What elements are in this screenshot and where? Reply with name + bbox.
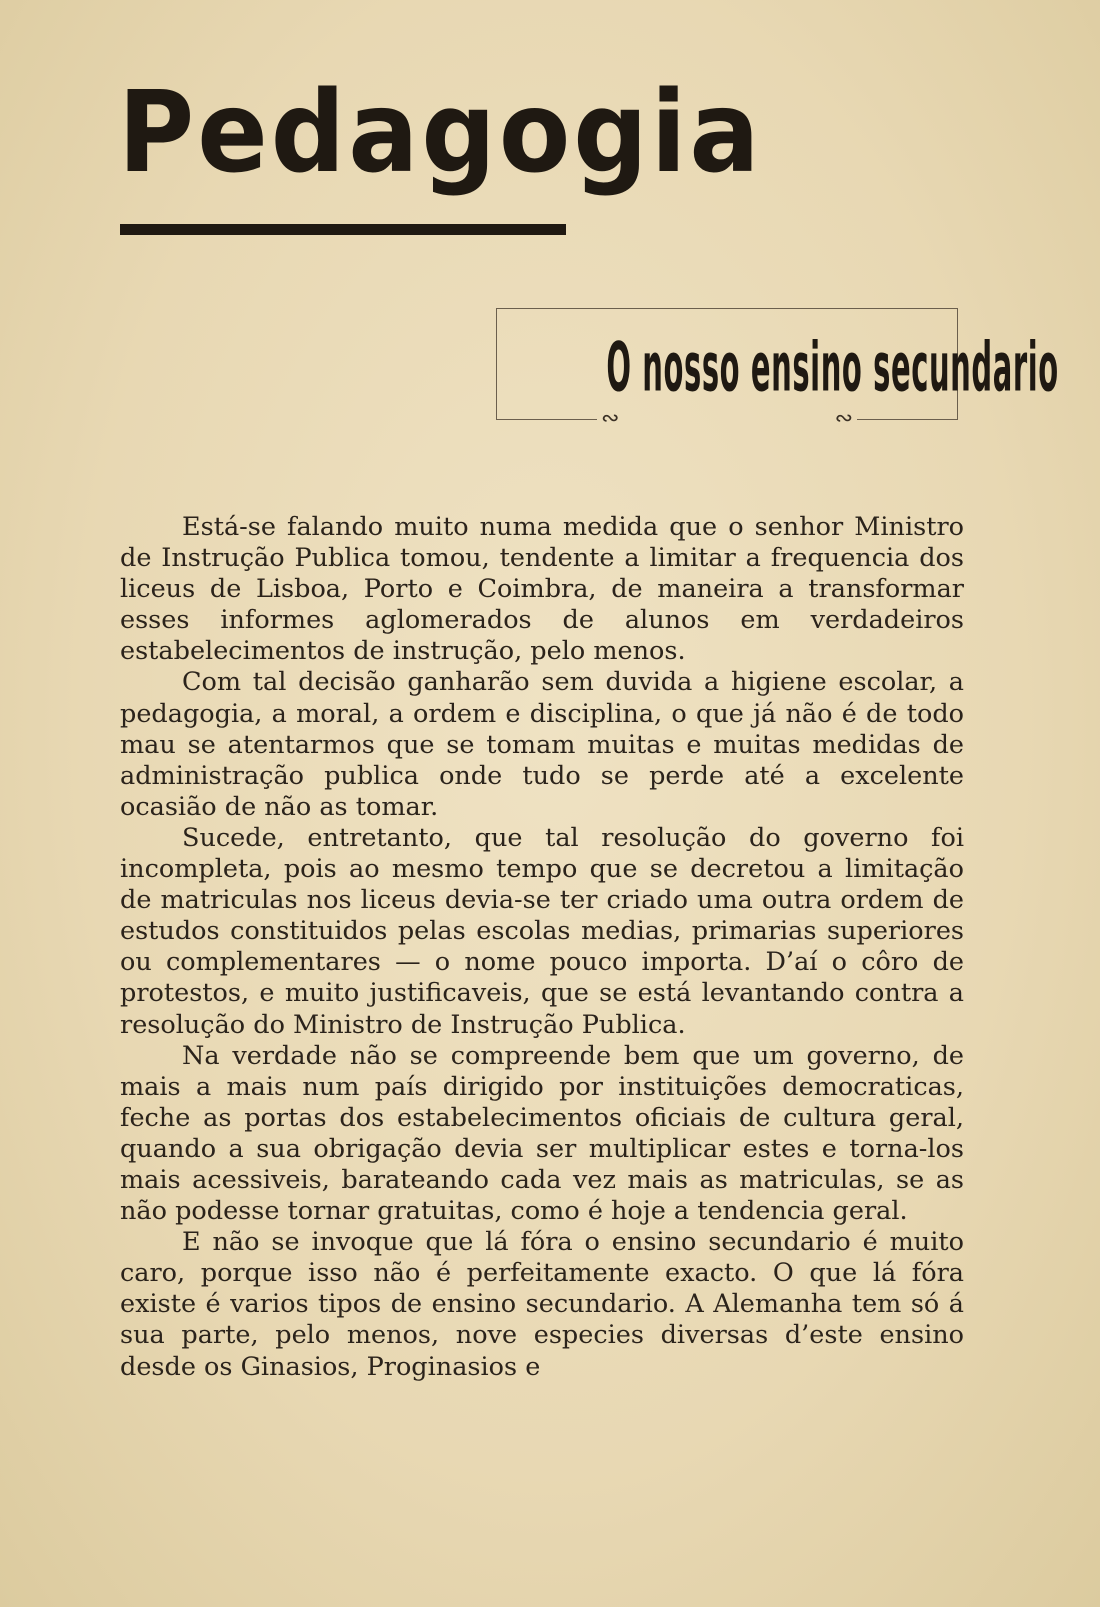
flourish-right-icon: ∾	[834, 406, 853, 431]
paragraph-1: Está-se falando muito numa medida que o senhor Ministro de Instrução Publica tomou, tendente a limitar a frequencia dos liceus de Lisboa, Porto e Coimbra, de maneira a transformar esses informes aglomerados de alunos em verdadeiros estabelecimentos de instrução, pelo menos.	[120, 512, 964, 667]
article-body	[120, 512, 964, 1383]
paragraph-3: Sucede, entretanto, que tal resolução do governo foi incompleta, pois ao mesmo tempo que se decretou a limitação de matriculas nos liceus devia-se ter criado uma outra ordem de estudos constituidos pelas escolas medias, primarias superiores ou complementares — o nome pouco importa. D’aí o côro de protestos, e muito justificaveis, que se está levantando contra a resolução do Ministro de Instrução Publica.	[120, 822, 964, 1040]
paragraph-4: Na verdade não se compreende bem que um governo, de mais a mais num país dirigido por instituições democraticas, feche as portas dos estabelecimentos oficiais de cultura geral, quando a sua obrigação devia ser multiplicar estes e torna-los mais acessiveis, barateando cada vez mais as matriculas, se as não podesse tornar gratuitas, como é hoje a tendencia geral.	[120, 1040, 964, 1227]
paragraph-5: E não se invoque que lá fóra o ensino secundario é muito caro, porque isso não é perfeitamente exacto. O que lá fóra existe é varios tipos de ensino secundario. A Alemanha tem só á sua parte, pelo menos, nove especies diversas d’este ensino desde os Ginasios, Proginasios e	[120, 1227, 964, 1382]
box-top-rule	[497, 308, 957, 309]
section-title-rule	[120, 224, 566, 235]
paragraph-2: Com tal decisão ganharão sem duvida a higiene escolar, a pedagogia, a moral, a ordem e disciplina, o que já não é de todo mau se atentarmos que se tomam muitas e muitas medidas de administração publica onde tudo se perde até a excelente ocasião de não as tomar.	[120, 667, 964, 822]
article-title: O nosso ensino secundario	[606, 328, 1059, 407]
box-bottom-rule-right	[857, 419, 957, 420]
section-title: Pedagogia	[118, 66, 763, 199]
flourish-left-icon: ∾	[601, 406, 620, 431]
article-title-box	[496, 308, 1059, 431]
box-bottom-rule-left	[497, 419, 597, 420]
